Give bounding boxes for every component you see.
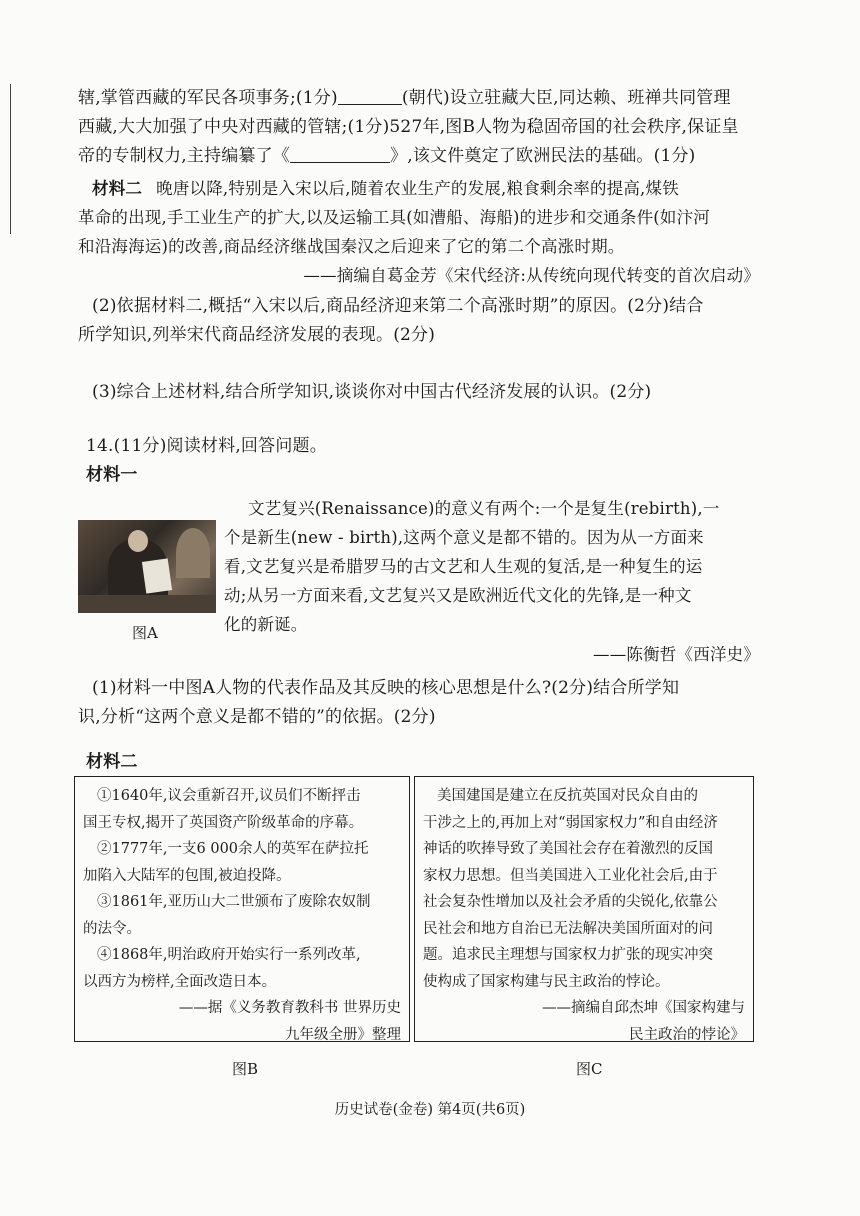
text-line: 个是新生(new - birth),这两个意义是都不错的。因为从一方面来 [224,528,704,547]
source-citation: ——摘编自葛金芳《宋代经济:从传统向现代转变的首次启动》 [303,266,760,285]
source-citation: ——陈衡哲《西洋史》 [593,645,760,664]
text-line: 和沿海海运)的改善,商品经济继战国秦汉之后迎来了它的第二个高涨时期。 [78,237,625,256]
figure-a-caption: 图A [132,624,158,642]
painting-ground [78,595,216,613]
question-1-line-1: (1)材料一中图A人物的代表作品及其反映的核心思想是什么?(2分)结合所学知 [92,678,680,698]
text-span: 帝的专制权力,主持编纂了《 [78,146,291,166]
painting-figure-face [128,530,148,552]
question-14-header: 14.(11分)阅读材料,回答问题。 [86,436,327,456]
box-line: ②1777年,一支6 000余人的英军在萨拉托 [97,841,369,857]
text-span: 辖,掌管西藏的军民各项事务;(1分) [78,88,338,108]
box-line: 加陷入大陆军的包围,被迫投降。 [83,867,291,884]
text-span: 》,该文件奠定了欧洲民法的基础。(1分) [390,146,696,166]
text-line: 革命的出现,手工业生产的扩大,以及运输工具(如漕船、海船)的进步和交通条件(如汴河 [78,208,711,227]
material-two-b-label: 材料二 [86,752,138,772]
box-source: ——摘编自邱杰坤《国家构建与 [542,1000,745,1016]
box-line: 国王专权,揭开了英国资产阶级革命的序幕。 [83,814,364,831]
box-line: 的法令。 [83,920,141,937]
box-line: 神话的吹捧导致了美国社会存在着激烈的反国 [423,841,713,857]
text-line: 看,文艺复兴是希腊罗马的古文艺和人生观的复活,是一种复生的运 [224,557,703,576]
answer-blank-document[interactable] [290,144,390,163]
box-line: 家权力思想。但当美国进入工业化社会后,由于 [423,867,718,884]
box-line: ③1861年,亚历山大二世颁布了废除农奴制 [97,894,371,910]
box-line: 社会复杂性增加以及社会矛盾的尖锐化,依靠公 [423,894,718,910]
question-1-line-2: 识,分析“这两个意义是都不错的”的依据。(2分) [78,707,436,727]
painting-book [142,558,172,593]
box-line: 干涉之上的,再加上对“弱国家权力”和自由经济 [423,814,718,831]
material-two-line [92,174,792,203]
figure-c-caption: 图C [576,1060,603,1078]
text-line [78,84,778,113]
question-3: (3)综合上述材料,结合所学知识,谈谈你对中国古代经济发展的认识。(2分) [92,382,652,402]
painting-tower [176,528,210,578]
text-line [78,142,778,171]
box-line: 题。追求民主理想与国家权力扩张的现实冲突 [423,947,713,963]
text-line: 动;从另一方面来看,文艺复兴又是欧洲近代文化的先锋,是一种文 [224,586,692,605]
figure-c-box [414,776,754,1042]
text-line: 化的新诞。 [224,615,308,634]
figure-a-dante-painting [78,520,216,613]
box-line: 民社会和地方自治已无法解决美国所面对的问 [423,920,713,937]
text-span: (朝代)设立驻藏大臣,同达赖、班禅共同管理 [401,88,731,108]
box-source: 民主政治的悖论》 [629,1026,745,1043]
question-2-line-2: 所学知识,列举宋代商品经济发展的表现。(2分) [78,325,436,345]
answer-blank-dynasty[interactable] [338,86,402,105]
margin-line [10,84,11,234]
box-line: 使构成了国家构建与民主政治的悖论。 [423,973,670,990]
figure-b-caption: 图B [232,1060,259,1078]
question-2-line-1: (2)依据材料二,概括“入宋以后,商品经济迎来第二个高涨时期”的原因。(2分)结合 [92,296,704,316]
box-line: 美国建国是建立在反抗英国对民众自由的 [437,788,698,804]
figure-b-box [74,776,410,1042]
text-span: 晚唐以降,特别是入宋以后,随着农业生产的发展,粮食剩余率的提高,煤铁 [156,179,679,198]
box-line: ①1640年,议会重新召开,议员们不断抨击 [97,788,361,804]
box-source: 九年级全册》整理 [285,1026,401,1043]
material-label: 材料二 [92,179,143,198]
text-line: 西藏,大大加强了中央对西藏的管辖;(1分)527年,图B人物为稳固帝国的社会秩序,保证皇 [78,117,739,137]
text-line: 文艺复兴(Renaissance)的意义有两个:一个是复生(rebirth),一 [248,499,720,518]
box-line: 以西方为榜样,全面改造日本。 [83,973,277,990]
box-source: ——据《义务教育教科书 世界历史 [178,1000,401,1016]
box-line: ④1868年,明治政府开始实行一系列改革, [97,947,361,963]
material-one-label: 材料一 [86,465,138,485]
page-footer: 历史试卷(金卷) 第4页(共6页) [334,1102,526,1118]
